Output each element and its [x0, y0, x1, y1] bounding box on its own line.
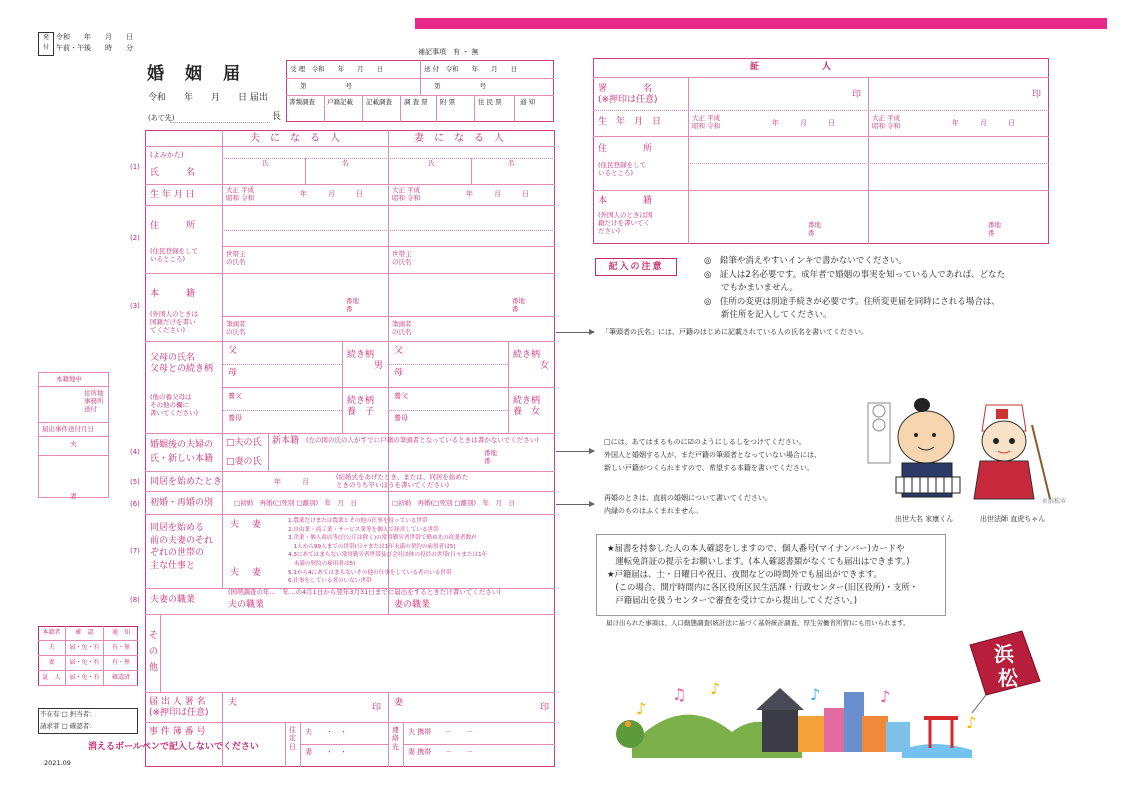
notes-tag: 記入の注意	[595, 258, 677, 276]
sec8-note: (国勢調査の年… 年…の4月1日から翌年3月31日までに届出をするときだけ書いてください)	[228, 588, 501, 596]
new-honseki-label: 新本籍	[272, 436, 300, 446]
h-father: 父	[228, 346, 238, 356]
h-mother: 母	[228, 368, 238, 378]
arrow-remarriage	[556, 504, 594, 505]
receipt-date: 令和 年 月 日	[56, 33, 133, 41]
residence-h: 夫 ・ ・	[305, 728, 347, 736]
info-lines	[597, 535, 945, 607]
music-note-icon: ♪	[710, 679, 721, 698]
receipt-top-2: 付	[42, 44, 49, 51]
left-item-2: 住所地 事務所 送付	[84, 389, 104, 413]
office-check-6: 住 民 票	[478, 98, 502, 106]
witness2-era: 大正 平成 昭和 令和	[872, 114, 901, 130]
w-mother: 母	[394, 368, 404, 378]
mascot-name-ieyasu: 出世大名 家康くん	[895, 515, 954, 523]
witness-title: 証 人	[750, 62, 832, 72]
w-relation: 続き柄 女	[513, 350, 550, 371]
sec2-num: (2)	[130, 234, 140, 242]
left-table-cell: 証 人	[38, 671, 66, 685]
sec8-w: 妻の職業	[394, 600, 431, 610]
h-honseki-banchi: 番地 番	[346, 297, 359, 313]
address-sub: (住民登録をして いるところ)	[150, 247, 199, 263]
signature-h-seal: 印	[372, 703, 382, 713]
wife-header: 妻 に な る 人	[414, 133, 504, 144]
hint-line: 外国人と婚姻する人が、まだ戸籍の筆頭者となっていない場合には、	[604, 451, 821, 459]
h-shi: 氏	[262, 159, 269, 167]
office-check-1: 書類調査	[289, 98, 315, 106]
case-number-label: 事 件 簿 番 号	[149, 727, 206, 737]
left-item-4: 夫	[70, 440, 77, 448]
left-table-row	[38, 641, 138, 656]
mascot-name-naotora: 出世法師 直虎ちゃん	[980, 515, 1046, 523]
contact-h: 夫 携帯 － －	[408, 728, 474, 736]
h-adopt-mother: 養母	[228, 414, 242, 422]
sec5-num: (5)	[130, 478, 140, 486]
addressee-label: (あて先)	[148, 114, 175, 122]
w-adopt-relation: 続き柄 養 女	[513, 396, 541, 417]
hint-line: 新しい戸籍がつくられますので、希望する本籍を書いてください。	[604, 464, 814, 472]
occupation-type-item: 未満の契約の雇用者は5)	[288, 560, 356, 567]
sec4-label: 婚姻後の夫婦の 氏・新しい本籍	[150, 440, 214, 464]
parents-label: 父母の氏名 父母との続き柄	[150, 353, 214, 375]
office-no-1: 第 号	[300, 82, 352, 90]
sec7-h-1: 夫	[230, 520, 240, 530]
left-check-table-rows	[38, 626, 138, 686]
info-line: 戸籍届出を扱うセンターで審査を受けてから提出してください。)	[607, 595, 857, 605]
left-item-3: 届出事件送付月日	[42, 425, 94, 433]
w-honseki-banchi: 番地 番	[512, 297, 525, 313]
arrow-new-honseki	[556, 451, 594, 452]
occupation-type-item: 1人から99人までの世帯(日々または1年未満の契約の雇用者は5)	[288, 543, 456, 550]
left-item-5: 妻	[70, 492, 77, 500]
info-footnote: 届け出られた事項は、人口動態調査(統計法に基づく基幹統計調査、厚生労働省所管)にも用いられます。	[606, 619, 910, 627]
new-honseki-note: (左の図の氏の人がすでに戸籍の筆頭者となっているときは書かないでください)	[306, 436, 539, 444]
music-note-icon: ♪	[810, 685, 821, 704]
left-table-cell: 届・免・有	[66, 671, 104, 685]
note-item: 新住所を記入してください。	[704, 310, 832, 320]
witness-box	[593, 58, 1049, 244]
left-table-row	[38, 671, 138, 686]
witness-honseki-sub: (外国人のときは国 籍だけを書いてく ださい)	[598, 211, 653, 235]
h-mei: 名	[342, 159, 349, 167]
h-adopt-father: 養父	[228, 392, 242, 400]
witness1-ymd: 年 月 日	[772, 119, 835, 127]
occupation-type-item: 4.3にあてはまらない常用勤労者世帯及び会社団体の役員の世帯(日々または1年	[288, 552, 488, 559]
w-era: 大正 平成 昭和 令和	[392, 186, 421, 202]
w-household-head: 世帯主 の氏名	[392, 250, 412, 266]
left-table-cell: 届・免・有	[66, 641, 104, 655]
contact-w: 妻 携帯 － －	[408, 748, 474, 756]
info-box	[596, 534, 946, 616]
sec8-num: (8)	[130, 596, 140, 604]
witness2-seal: 印	[1032, 90, 1042, 100]
office-check-7: 通 知	[520, 98, 536, 106]
office-sent: 送 付 令和 年 月 日	[424, 65, 518, 73]
mascot-illustration	[862, 395, 1067, 515]
sec4-num: (4)	[130, 448, 140, 456]
honseki-sub: (外国人のときは 国籍だけを書い てください)	[150, 310, 199, 334]
sec5-ymd: 年 月	[274, 478, 309, 486]
info-line: ★届書を持参した人の本人確認をしますので、個人番号(マイナンバー)カードや	[607, 543, 905, 553]
sec1-num: (1)	[130, 163, 140, 171]
w-father: 父	[394, 346, 404, 356]
info-line: ★戸籍届は、土・日曜日や祝日、夜間などの時間外でも届出ができます。	[607, 569, 882, 579]
notes-list	[704, 255, 1005, 323]
witness2-banchi: 番地 番	[988, 221, 1001, 237]
yomikata-label: (よみかた)	[150, 151, 184, 159]
office-check-4: 調 査 票	[404, 98, 428, 106]
witness2-ymd: 年 月 日	[952, 119, 1015, 127]
sec7-label: 同居を始める 前の夫妻のそれ ぞれの世帯の 主な仕事と	[150, 523, 214, 571]
left-table-cell: 確認済	[111, 674, 130, 681]
mascot-copyright: ©浜松市	[1042, 498, 1067, 505]
left-table-cell: 本籍者	[38, 626, 66, 640]
arrow-head-name	[556, 332, 594, 333]
note-item: ◎ 住所の変更は別途手続きが必要です。住所変更届を同時にされる場合は、	[704, 296, 1000, 307]
hint-line: 再婚のときは、直前の婚姻について書いてください。	[604, 494, 772, 502]
erasable-pen-warning: 消えるボールペンで記入しないでください	[88, 742, 259, 752]
supplement-note: 補記事項 有 ・ 無	[418, 48, 479, 56]
h-head-name: 筆頭者 の氏名	[226, 320, 246, 336]
naotora-mascot	[974, 405, 1050, 499]
witness-address-label: 住 所	[598, 144, 653, 154]
sec5-note: (結婚式をあげたとき、または、同居を始めた ときのうち早いほうを書いてください)	[336, 473, 469, 489]
receipt-stamp	[38, 32, 54, 56]
w-adopt-father: 養父	[394, 392, 408, 400]
sec7-num: (7)	[130, 547, 140, 555]
left-table-cell: 妻	[38, 656, 66, 670]
signature-h: 夫	[228, 698, 238, 708]
occupation-type-item: 5.1から4にあてはまらないその他の仕事をしている者のいる世帯	[288, 569, 452, 576]
info-line: 運転免許証の提示をお願いします。(本人確認書類がなくても届出はできます。)	[607, 556, 910, 566]
left-table-row	[38, 656, 138, 671]
h-household-head: 世帯主 の氏名	[226, 250, 246, 266]
signature-w: 妻	[394, 698, 404, 708]
cityscape-illustration	[612, 678, 992, 760]
music-note-icon: ♪	[636, 699, 647, 718]
residence-w: 妻 ・ ・	[305, 748, 347, 756]
w-head-name: 筆頭者 の氏名	[392, 320, 412, 336]
left-table-cell: 夫	[38, 641, 66, 655]
left-table-cell: 通 知	[111, 629, 130, 636]
left-bottom-1: 不在有 □ 担当者：	[40, 710, 96, 718]
music-note-icon: ♪	[966, 713, 977, 732]
w-remarriage: □初婚 再婚(□死別 □離別) 年 月 日	[392, 499, 516, 507]
residence-label: 住 定 日	[289, 726, 296, 751]
other-label: そ の 他	[149, 631, 159, 674]
sec7-h-2: 夫	[230, 568, 240, 578]
w-mei: 名	[508, 159, 515, 167]
receipt-top-1: 発	[42, 34, 49, 41]
sec7-w-2: 妻	[252, 568, 262, 578]
birth-label: 生 年 月 日	[150, 190, 195, 200]
office-check-2: 戸籍記載	[327, 98, 353, 106]
left-table-cell: 確 認	[66, 626, 104, 640]
sec6-num: (6)	[130, 500, 140, 508]
form-title: 婚 姻 届	[147, 64, 242, 84]
left-table-cell: 有・無	[111, 659, 130, 666]
sec8-h: 夫の職業	[228, 600, 265, 610]
wife-surname-check[interactable]: □妻の氏	[226, 457, 262, 467]
signature-w-seal: 印	[540, 703, 550, 713]
h-birth-ymd: 年 月 日	[300, 190, 363, 198]
top-accent-bar	[415, 18, 1107, 29]
husband-surname-check[interactable]: □夫の氏	[226, 438, 262, 448]
hint-line: 内縁のものはふくまれません。	[604, 507, 703, 515]
address-label: 住 所	[150, 221, 196, 231]
husband-header: 夫 に な る 人	[250, 133, 340, 144]
music-note-icon: ♪	[880, 687, 891, 706]
note-item: ◎ 鉛筆や消えやすいインキで書かないでください。	[704, 256, 907, 266]
form-version: 2021.09	[44, 759, 71, 767]
sec3-num: (3)	[130, 302, 140, 310]
occupation-type-list	[288, 517, 487, 586]
kite-text-2: 松	[998, 666, 1018, 690]
sec5-label: 同居を始めたとき	[150, 477, 223, 487]
hint-head-name: 「筆頭者の氏名」には、戸籍のはじめに記載されている人の氏名を書いてください。	[602, 328, 868, 336]
left-bottom-2: 請求者 □ 確認者：	[40, 722, 96, 730]
occupation-type-item: 1.農業だけまたは農業とその他の仕事を持っている世帯	[288, 518, 428, 524]
left-table-cell: 届・免・有	[66, 656, 104, 670]
honseki-label: 本 籍	[150, 289, 196, 299]
w-shi: 氏	[428, 159, 435, 167]
hint-remarriage	[604, 492, 772, 518]
note-item: ◎ 証人は2名必要です。成年者で婚姻の事実を知っている人であれば、どなた	[704, 269, 1006, 280]
h-remarriage: □初婚 再婚(□死別 □離別) 年 月 日	[234, 499, 358, 507]
witness1-era: 大正 平成 昭和 令和	[692, 114, 721, 130]
occupation-type-item: 6.仕事をしている者のいない世帯	[288, 578, 372, 585]
ieyasu-mascot	[868, 398, 960, 497]
h-relation: 続き柄 男	[347, 350, 384, 371]
witness-address-sub: (住民登録をして いるところ)	[598, 161, 647, 177]
h-era: 大正 平成 昭和 令和	[226, 186, 255, 202]
contact-label: 連 絡 先	[392, 726, 399, 751]
office-no-2: 第 号	[434, 82, 486, 90]
chief-label: 長	[272, 112, 282, 122]
note-item: でもかまいません。	[704, 283, 799, 293]
w-adopt-mother: 養母	[394, 414, 408, 422]
new-honseki-banchi: 番地 番	[484, 449, 497, 465]
receipt-time: 午前・午後 時 分	[56, 44, 133, 52]
parents-sub: (他の養父母は その他の欄に 書いてください)	[150, 393, 199, 417]
witness-honseki-label: 本 籍	[598, 196, 653, 206]
witness1-seal: 印	[852, 90, 862, 100]
occupation-type-item: 2.自由業・商工業・サービス業等を個人で経営している世帯	[288, 526, 439, 533]
music-note-icon: ♫	[672, 685, 687, 704]
occupation-type-item: 3.企業・個人商店等(官公庁は除く)の常用勤労者世帯で勤め先の従業者数が	[288, 535, 477, 542]
signature-label: 届 出 人 署 名 (※押印は任意)	[149, 697, 209, 718]
kite-text-1: 浜	[994, 642, 1014, 666]
left-table-row	[38, 626, 138, 641]
info-line: (この場合、開庁時間内に各区役所区民生活課・行政センター(旧区役所)・支所・	[607, 582, 918, 592]
office-check-3: 記載調査	[366, 98, 392, 106]
left-item-1: 本籍地申	[56, 375, 82, 383]
left-table-cell: 有・無	[111, 644, 130, 651]
hint-line: □には、あてはまるものに☑のようにしるしをつけてください。	[604, 438, 806, 446]
submit-date: 令和 年 月 日 届出	[148, 93, 268, 103]
w-birth-ymd: 年 月 日	[466, 190, 529, 198]
office-received: 受 理 令和 年 月 日	[290, 65, 384, 73]
name-label: 氏 名	[150, 168, 196, 178]
sec6-label: 初婚・再婚の別	[150, 498, 214, 508]
witness-signature-label: 署 名 (※押印は任意)	[598, 84, 658, 105]
witness-birth-label: 生 年 月 日	[598, 117, 662, 127]
h-adopt-relation: 続き柄 養 子	[347, 396, 375, 417]
sec8-label: 夫妻の職業	[150, 595, 196, 605]
witness1-banchi: 番地 番	[808, 221, 821, 237]
office-check-5: 附 票	[440, 98, 456, 106]
sec7-w-1: 妻	[252, 520, 262, 530]
hint-new-honseki	[604, 436, 821, 475]
